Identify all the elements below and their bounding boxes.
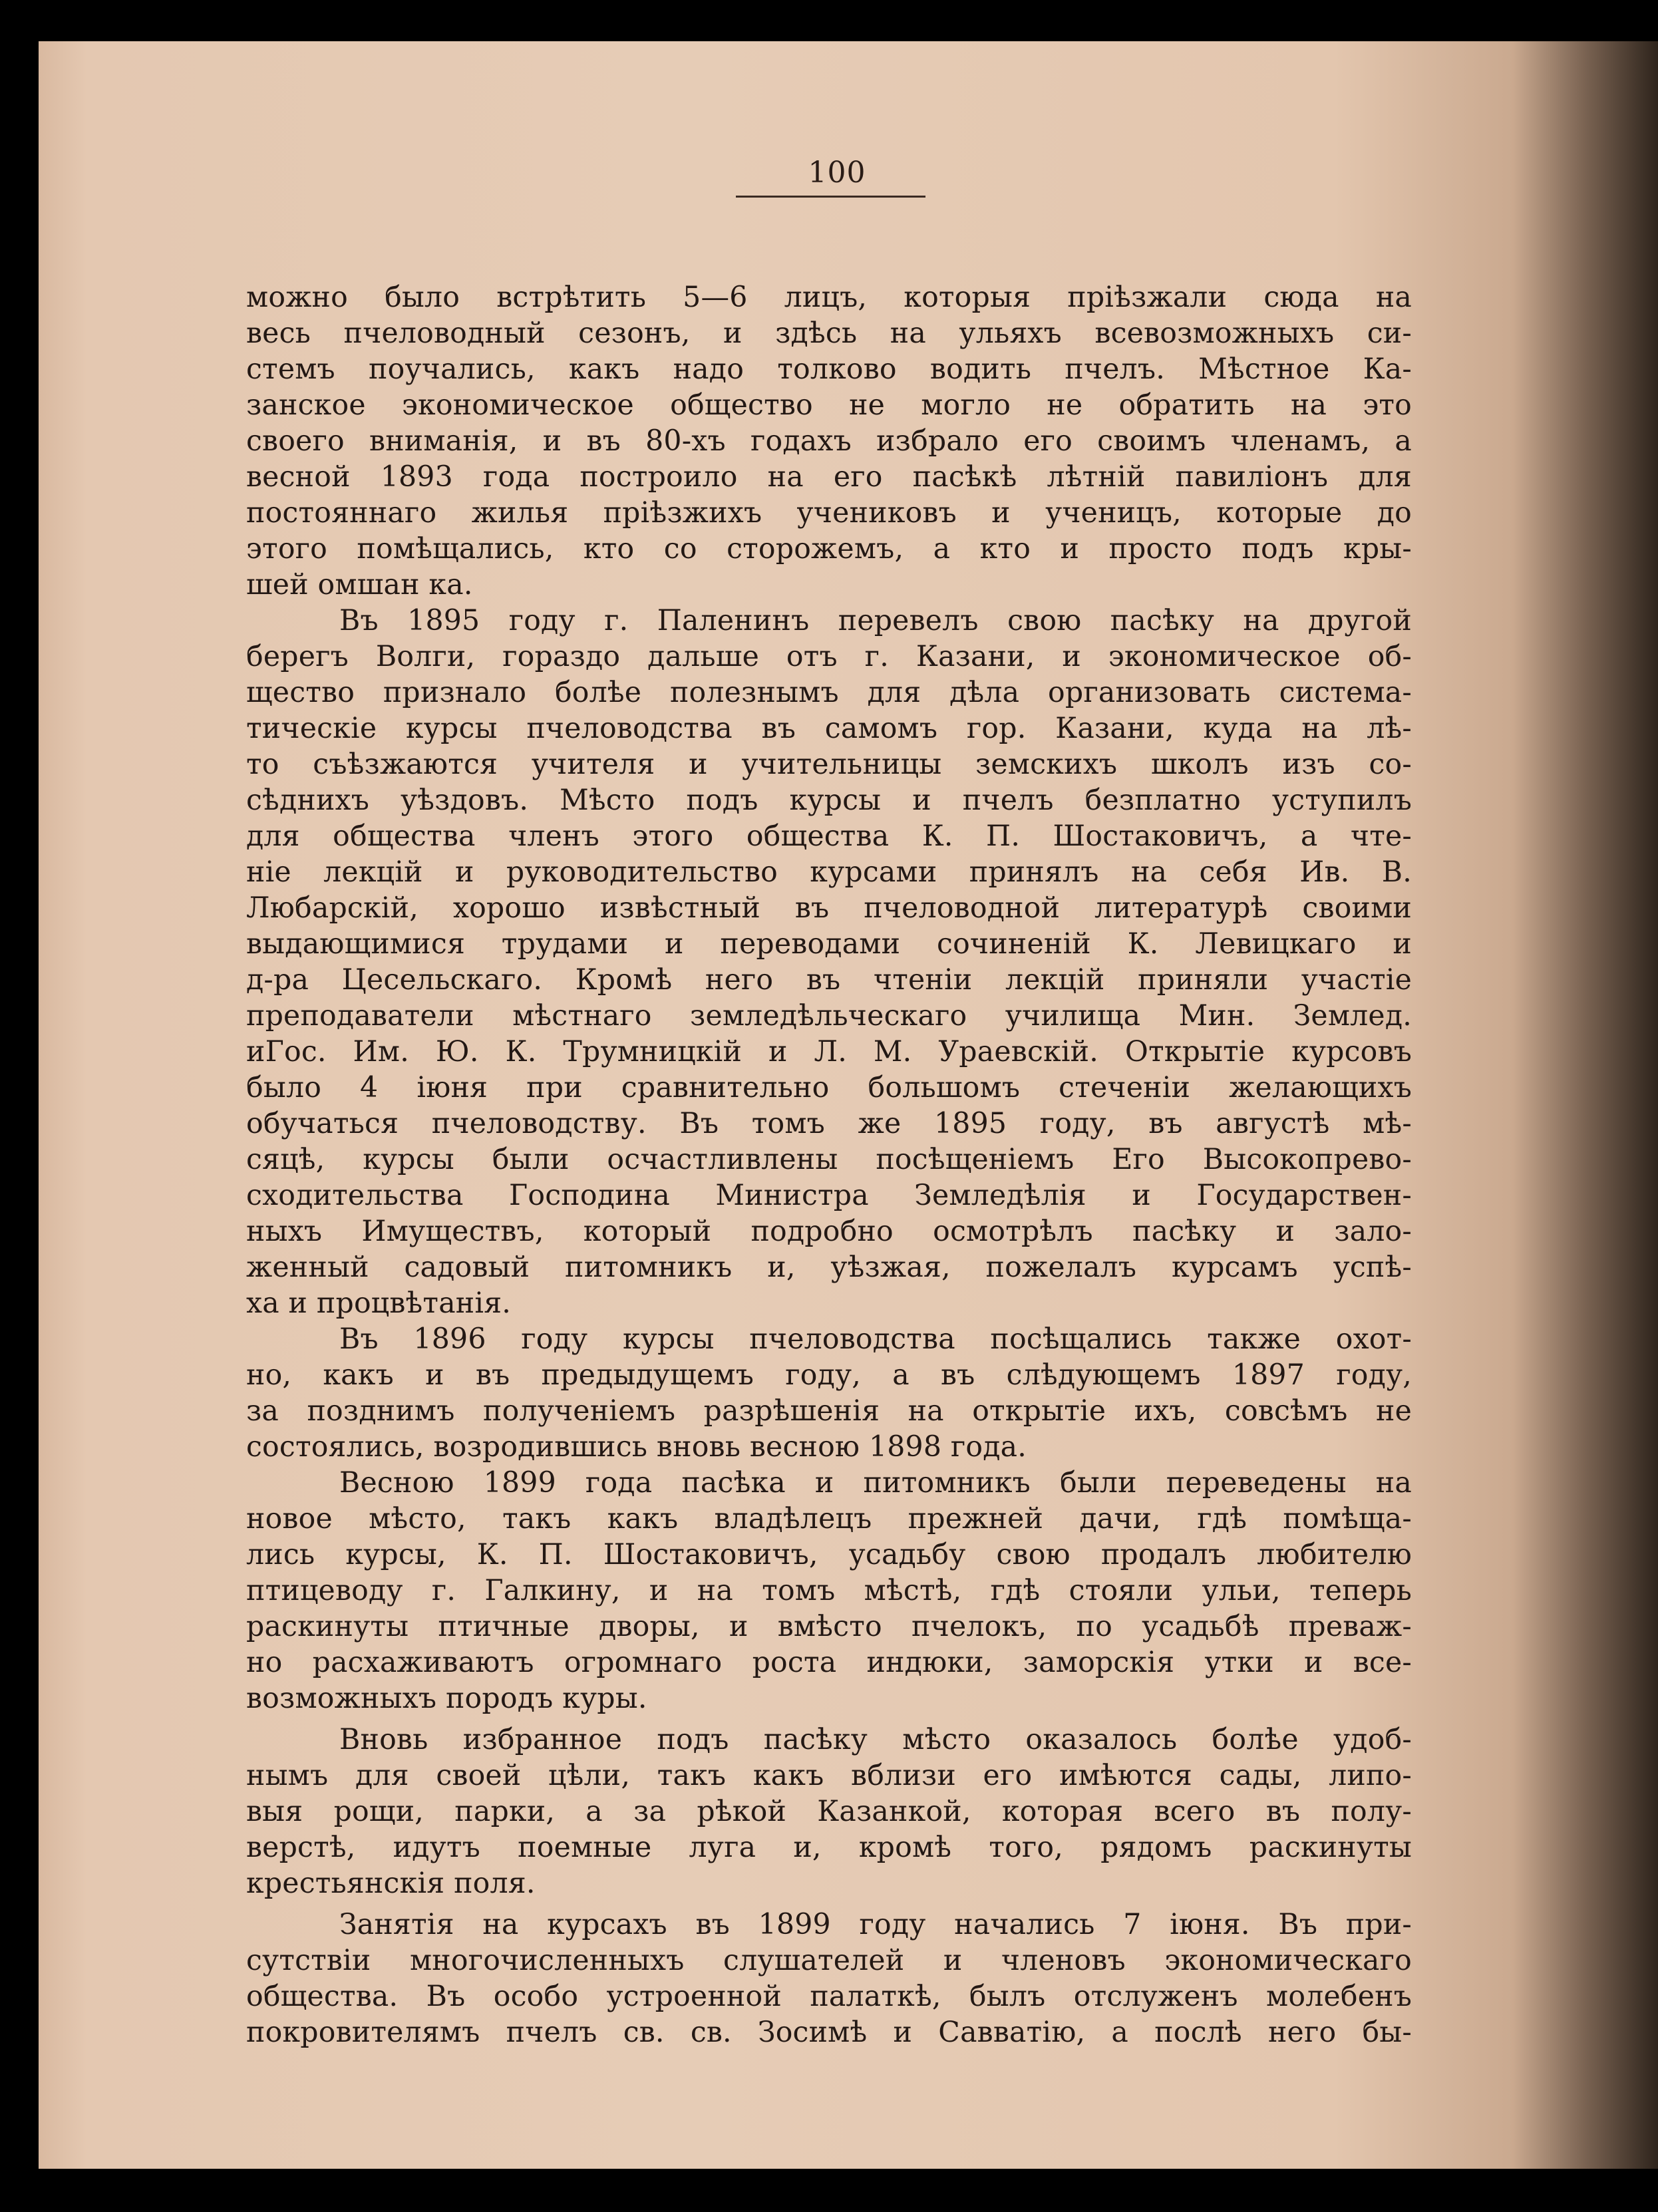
text-line: этого помѣщались, кто со сторожемъ, а кто и просто подъ кры- (246, 532, 1412, 565)
text-line: своего вниманія, и въ 80-хъ годахъ избрало его своимъ членамъ, а (246, 424, 1412, 458)
text-line: берегъ Волги, гораздо дальше отъ г. Казани, и экономическое об- (246, 640, 1412, 673)
paragraph-gap (246, 1901, 1412, 1907)
paragraph (246, 1722, 1412, 1901)
paragraph (246, 279, 1412, 603)
text-line: обучаться пчеловодству. Въ томъ же 1895 году, въ августѣ мѣ- (246, 1107, 1412, 1140)
text-line: щество признало болѣе полезнымъ для дѣла организовать система- (246, 676, 1412, 709)
text-line: крестьянскія поля. (246, 1867, 536, 1900)
text-line: ніе лекцій и руководительство курсами принялъ на себя Ив. В. (246, 856, 1412, 889)
text-line: преподаватели мѣстнаго земледѣльческаго училища Мин. Землед. (246, 999, 1412, 1032)
paragraph (246, 1321, 1412, 1465)
text-line: сутствіи многочисленныхъ слушателей и членовъ экономическаго (246, 1944, 1412, 1977)
text-line: выя рощи, парки, а за рѣкой Казанкой, которая всего въ полу- (246, 1795, 1412, 1828)
text-line: выдающимися трудами и переводами сочиненій К. Левицкаго и (246, 927, 1412, 961)
text-line: сяцѣ, курсы были осчастливлены посѣщеніемъ Его Высокопрево- (246, 1143, 1412, 1176)
text-line: состоялись, возродившись вновь весною 1898 года. (246, 1430, 1027, 1464)
text-line: верстѣ, идутъ поемные луга и, кромѣ того, рядомъ раскинуты (246, 1831, 1412, 1864)
book-page (39, 41, 1658, 2169)
text-line: было 4 іюня при сравнительно большомъ стеченіи желающихъ (246, 1071, 1412, 1104)
paragraph-gap (246, 1716, 1412, 1722)
text-line: Въ 1895 году г. Паленинъ перевелъ свою пасѣку на другой (339, 604, 1412, 637)
text-line: весной 1893 года построило на его пасѣкѣ лѣтній павиліонъ для (246, 460, 1412, 494)
text-line: Весною 1899 года пасѣка и питомникъ были переведены на (339, 1466, 1412, 1500)
text-line: ха и процвѣтанія. (246, 1287, 512, 1320)
text-line: раскинуты птичные дворы, и вмѣсто пчелокъ, по усадьбѣ преваж- (246, 1610, 1412, 1643)
text-line: для общества членъ этого общества К. П. Шостаковичъ, а чте- (246, 820, 1412, 853)
text-line: общества. Въ особо устроенной палаткѣ, былъ отслуженъ молебенъ (246, 1980, 1412, 2013)
text-line: птицеводу г. Галкину, и на томъ мѣстѣ, гдѣ стояли ульи, теперь (246, 1574, 1412, 1607)
text-line: Занятія на курсахъ въ 1899 году начались 7 іюня. Въ при- (339, 1908, 1412, 1941)
body-text (246, 279, 1412, 2050)
text-line: покровителямъ пчелъ св. св. Зосимѣ и Савватію, а послѣ него бы- (246, 2016, 1412, 2049)
page-number: 100 (808, 156, 866, 190)
text-line: Любарскій, хорошо извѣстный въ пчеловодной литературѣ своими (246, 891, 1412, 925)
text-line: но расхаживаютъ огромнаго роста индюки, заморскія утки и все- (246, 1646, 1412, 1679)
paragraph (246, 1465, 1412, 1716)
text-line: новое мѣсто, такъ какъ владѣлецъ прежней дачи, гдѣ помѣща- (246, 1502, 1412, 1535)
text-line: можно было встрѣтить 5—6 лицъ, которыя пріѣзжали сюда на (246, 281, 1412, 314)
text-line: стемъ поучались, какъ надо толково водить пчелъ. Мѣстное Ка- (246, 353, 1412, 386)
text-line: женный садовый питомникъ и, уѣзжая, пожелалъ курсамъ успѣ- (246, 1251, 1412, 1284)
text-line: за позднимъ полученіемъ разрѣшенія на открытіе ихъ, совсѣмъ не (246, 1394, 1412, 1428)
text-line: иГос. Им. Ю. К. Трумницкій и Л. М. Ураевскій. Открытіе курсовъ (246, 1035, 1412, 1068)
text-line: возможныхъ породъ куры. (246, 1682, 647, 1715)
text-line: но, какъ и въ предыдущемъ году, а въ слѣдующемъ 1897 году, (246, 1358, 1412, 1392)
paragraph (246, 603, 1412, 1321)
text-line: весь пчеловодный сезонъ, и здѣсь на ульяхъ всевозможныхъ си- (246, 317, 1412, 350)
text-line: лись курсы, К. П. Шостаковичъ, усадьбу свою продалъ любителю (246, 1538, 1412, 1571)
text-line: Въ 1896 году курсы пчеловодства посѣщались также охот- (339, 1323, 1412, 1356)
text-line: сѣднихъ уѣздовъ. Мѣсто подъ курсы и пчелъ безплатно уступилъ (246, 784, 1412, 817)
text-line: Вновь избранное подъ пасѣку мѣсто оказалось болѣе удоб- (339, 1723, 1412, 1756)
paragraph (246, 1907, 1412, 2050)
text-line: постояннаго жилья пріѣзжихъ учениковъ и ученицъ, которые до (246, 496, 1412, 530)
text-line: нымъ для своей цѣли, такъ какъ вблизи его имѣются сады, липо- (246, 1759, 1412, 1792)
text-line: д-ра Цесельскаго. Кромѣ него въ чтеніи лекцій приняли участіе (246, 963, 1412, 997)
text-line: занское экономическое общество не могло не обратить на это (246, 389, 1412, 422)
text-line: тическіе курсы пчеловодства въ самомъ гор. Казани, куда на лѣ- (246, 712, 1412, 745)
text-line: сходительства Господина Министра Земледѣлія и Государствен- (246, 1179, 1412, 1212)
text-line: шей омшан ка. (246, 568, 473, 601)
text-line: ныхъ Имуществъ, который подробно осмотрѣлъ пасѣку и зало- (246, 1215, 1412, 1248)
page-number-rule (736, 196, 925, 198)
text-line: то съѣзжаются учителя и учительницы земскихъ школъ изъ со- (246, 748, 1412, 781)
